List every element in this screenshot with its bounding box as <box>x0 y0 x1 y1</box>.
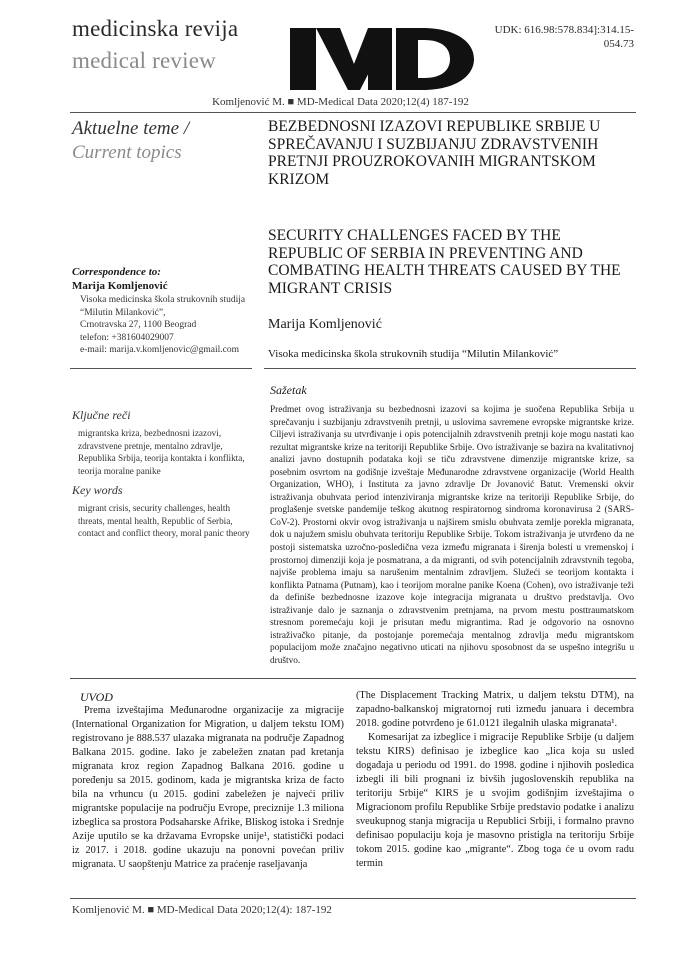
body-paragraph: Komesarijat za izbeglice i migracije Republike Srbije (u daljem tekstu KIRS) definisao je izbeglice kao „lica koja su usled događaja u periodu od 1991. do 1998. godine i njihovih posledica izbegli ili bili prognani iz bivših jugoslovenskih republika na teritoriju Srbije“ KIRS je u svojim godišnjim izveštajima o Migracionom profilu Republike Srbije predstavio podatke i analizu sveukupnog stanja migracija u Republici Srbiji, i formalno pravno definisao populaciju koja je masovno pristigla na teritoriju Srbije tokom 2015. godine kao „migrante“. Zbog toga će u ovom radu termin <box>356 732 634 869</box>
abstract-text: Predmet ovog istraživanja su bezbednosni izazovi sa kojima je suočena Republika Srbija u sprečavanju i suzbijanju zdravstvenih pretnji, u uslovima savremene evropske migrantske krize. Ciljevi istraživanja su utvrđivanje i opis potencijalnih zdravstvenih pretnji koje mogu nastati kao rezultat migrantske krize na teritoriji Republike Srbije. Ovo istraživanje se bazira na kvalitativnoj analizi javno dostupnih podataka koji se tiču zdravstvene dimenzije migrantske krize, sa posebnim osvrtom na godišnje izveštaje Međunarodne zdravstvene organizacije (World Health Organization, WHO), i Instituta za javno zdravlje Dr Jovanović Batut. Vremenski okvir istraživanja obuhvata period intenziviranja migrantske krize na teritoriji Republike Srbije, do proglašenje svetske pandemije teškog akutnog respiratornog sindroma koronavirusa 2 (SARS-CoV-2). Prostorni okvir ovog istraživanja u najširem smislu obuhvata zemlje porekla migranata, dok u najužem smislu obuhvata teritoriju Republike Srbije. Tokom istraživanja je utvrđeno da ne postoji sistematska uzročno-posledična veza između migranata i širenja bolesti u vremenskoj i prostornoj dimenziji koja je posmatrana, a da migranti, od svih potencijalnih zdravstvnih tegoba, najviše problema imaju sa narušenim mentalnim zdravljem. Služeći se teorijom kontakta i konflikta Patnama (Putnam), kao i teorijom moralne panike Koena (Cohen), ovo istraživanje teži da definiše bezbednosne izazove koje integracija migranata u društvo predstavlja. Ovo istraživanje dalo je saznanja o zdravstvenim pretnjama, na prvom mestu posttraumatskom stresnom poremećaju koji je prisutan među migrantima. Rad je odgovorio na osnovno istraživačko pitanje, da postojanje poremećaja mentalnog zdravlja među migrantskom populacijom može značajno negativno uticati na njihovu sposobnost da se uspešno integrišu u društvo. <box>270 405 634 666</box>
body-column-right <box>356 689 634 871</box>
keywords-en-label: Key words <box>72 483 123 497</box>
author-name: Marija Komljenović <box>268 317 382 332</box>
right-divider <box>264 368 636 369</box>
journal-title-en: medical review <box>72 48 216 73</box>
keywords-sr: migrantska kriza, bezbednosni izazovi, zdravstvene pretnje, mentalno zdravlje, Republika Srbija, teorija kontakta i konflikta, teorija moralne panike <box>78 428 245 476</box>
section-label-en: Current topics <box>72 142 182 163</box>
author-affiliation: Visoka medicinska škola strukovnih studija “Milutin Milanković” <box>268 348 559 360</box>
footer-divider <box>70 898 636 899</box>
correspondence-line: Visoka medicinska škola strukovnih studija <box>80 295 246 305</box>
body-paragraph: (The Displacement Tracking Matrix, u daljem tekstu DTM), na zapadno-balkanskoj migratornoj ruti između januara i decembra 2018. godine potvrđeno je 61.0121 ilegalnih ulaska migranata¹. <box>356 690 634 729</box>
header-citation: Komljenović M. ■ MD-Medical Data 2020;12(4) 187-192 <box>212 96 469 108</box>
correspondence-address <box>80 294 245 357</box>
correspondence-phone: telefon: +381604029007 <box>80 332 174 343</box>
section-label-sr: Aktuelne teme / <box>72 118 190 139</box>
left-divider <box>70 368 252 369</box>
body-paragraph: Prema izveštajima Međunarodne organizacije za migracije (International Organization for Migration, u daljem tekstu IOM) registrovano je 888.537 ulazaka migranata na područje Zapadnog Balkana 2015. godine. Iako je zabeležen znatan pad kretanja migranata kroz region Zapadnog Balkana 2016. godine u poređenju sa 2015. godinom, kada je migrantska kriza de facto bila na vrhuncu (u 2015. godini zabeležen je najveći priliv migrantske populacije na području Evrope, preciznije 1.3 miliona izbeglica sa prostora Podsaharske Afrike, Bliskog istoka i Srednje Azije uputilo se ka državama Evropske unije¹, statistički podaci iz 2017. i 2018. godine ukazuju na ponovni povećan priliv migranata. U saopštenju Matrice za praćenje raseljavanja <box>72 705 344 870</box>
section-heading-uvod: UVOD <box>80 690 113 704</box>
article-title-en: SECURITY CHALLENGES FACED BY THE REPUBLIC OF SERBIA IN PREVENTING AND COMBATING HEALTH THREATS CAUSED BY THE MIGRANT CRISIS <box>268 227 621 297</box>
udk-line-1: UDK: 616.98:578.834]:314.15- <box>494 24 634 36</box>
keywords-sr-label: Ključne reči <box>72 408 131 422</box>
correspondence-label: Correspondence to: <box>72 266 161 278</box>
correspondence-line: Crnotravska 27, 1100 Beograd <box>80 320 197 331</box>
md-logo <box>288 24 476 94</box>
body-divider <box>70 678 636 679</box>
keywords-en: migrant crisis, security challenges, health threats, mental health, Republic of Serbia, contact and conflict theory, moral panic theory <box>78 503 250 539</box>
abstract-label: Sažetak <box>270 383 307 397</box>
header-divider <box>70 112 636 113</box>
correspondence-name: Marija Komljenović <box>72 280 168 292</box>
article-title-sr: BEZBEDNOSNI IZAZOVI REPUBLIKE SRBIJE U SPREČAVANJU I SUZBIJANJU ZDRAVSTVENIH PRETNJI PROUZROKOVANIH MIGRANTSKOM KRIZOM <box>268 118 601 188</box>
correspondence-email[interactable]: e-mail: marija.v.komljenovic@gmail.com <box>80 345 240 356</box>
body-column-left <box>72 704 344 872</box>
udk-code <box>484 23 634 51</box>
journal-title-sr: medicinska revija <box>72 16 239 41</box>
udk-line-2: 054.73 <box>603 38 634 50</box>
footer-citation: Komljenović M. ■ MD-Medical Data 2020;12(4): 187-192 <box>72 904 332 916</box>
correspondence-line: “Milutin Milanković”, <box>80 307 166 318</box>
